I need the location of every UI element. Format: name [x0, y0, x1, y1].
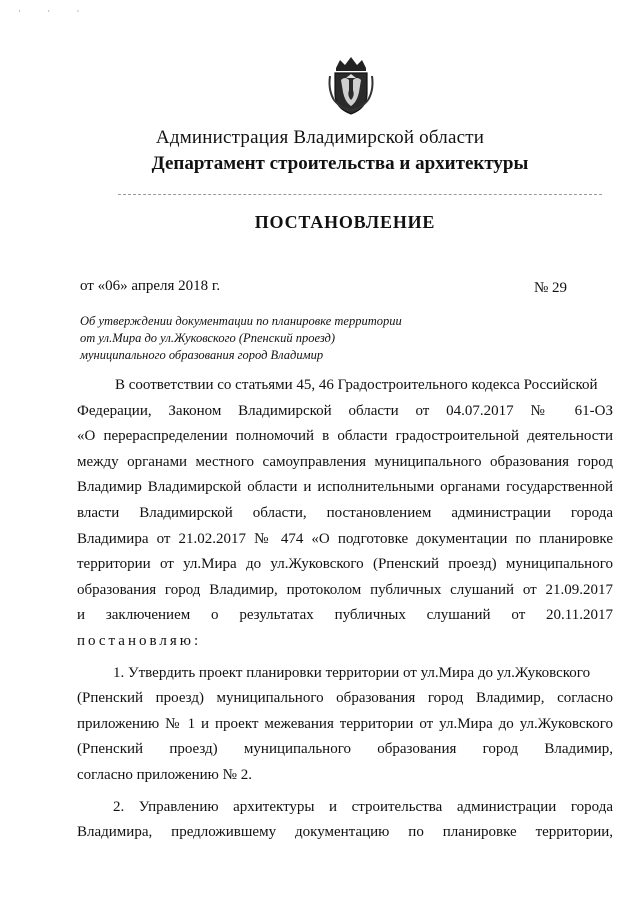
body-line: между органами местного самоуправления муниципального образования город [77, 453, 613, 470]
department-name: Департамент строительства и архитектуры [151, 153, 529, 174]
body-line: и заключением о результатах публичных слушаний от 20.11.2017 [77, 607, 613, 624]
document-date: от «06» апреля 2018 г. [80, 278, 221, 294]
body-line: территории от ул.Мира до ул.Жуковского (Рпенский проезд) муниципального [77, 556, 613, 573]
item1-line: (Рпенский проезд) муниципального образования город Владимир, согласно [77, 690, 613, 707]
body-line: Федерации, Законом Владимирской области от 04.07.2017 № 61-ОЗ [77, 402, 613, 419]
subject-line: муниципального образования город Владимир [80, 348, 324, 362]
subject-line: Об утверждении документации по планировке территории [80, 314, 402, 328]
body-line: Владимир Владимирской области и исполнительными органами государственной [77, 479, 613, 496]
resolve-word: постановляю: [77, 632, 202, 649]
item1-line: (Рпенский проезд) муниципального образования город Владимир, [77, 741, 613, 758]
header-divider [118, 194, 602, 195]
item2-line: 2. Управлению архитектуры и строительства администрации города [113, 798, 613, 815]
document-body [77, 373, 613, 846]
coat-of-arms-emblem [326, 54, 376, 118]
document-type-title: ПОСТАНОВЛЕНИЕ [254, 212, 436, 232]
body-line: В соответствии со статьями 45, 46 Градостроительного кодекса Российской [115, 377, 598, 393]
document-number: № 29 [533, 280, 567, 296]
organization-name: Администрация Владимирской области [155, 127, 485, 148]
item1-line: 1. Утвердить проект планировки территории от ул.Мира до ул.Жуковского [113, 664, 591, 681]
body-line: образования город Владимир, протоколом публичных слушаний от 21.09.2017 [77, 581, 613, 598]
body-line: «О перераспределении полномочий в области градостроительной деятельности [77, 428, 613, 445]
body-line: Владимира от 21.02.2017 № 474 «О подготовке документации по планировке [77, 530, 613, 547]
item2-line: Владимира, предложившему документацию по планировке территории, [77, 824, 613, 841]
subject-line: от ул.Мира до ул.Жуковского (Рпенский проезд) [80, 331, 336, 345]
item1-line: приложению № 1 и проект межевания территории от ул.Мира до ул.Жуковского [77, 715, 613, 732]
item1-line: согласно приложению № 2. [77, 766, 252, 783]
scan-marks: · · · [18, 6, 92, 16]
document-subject [80, 313, 402, 364]
body-line: власти Владимирской области, постановлением администрации города [77, 504, 613, 521]
